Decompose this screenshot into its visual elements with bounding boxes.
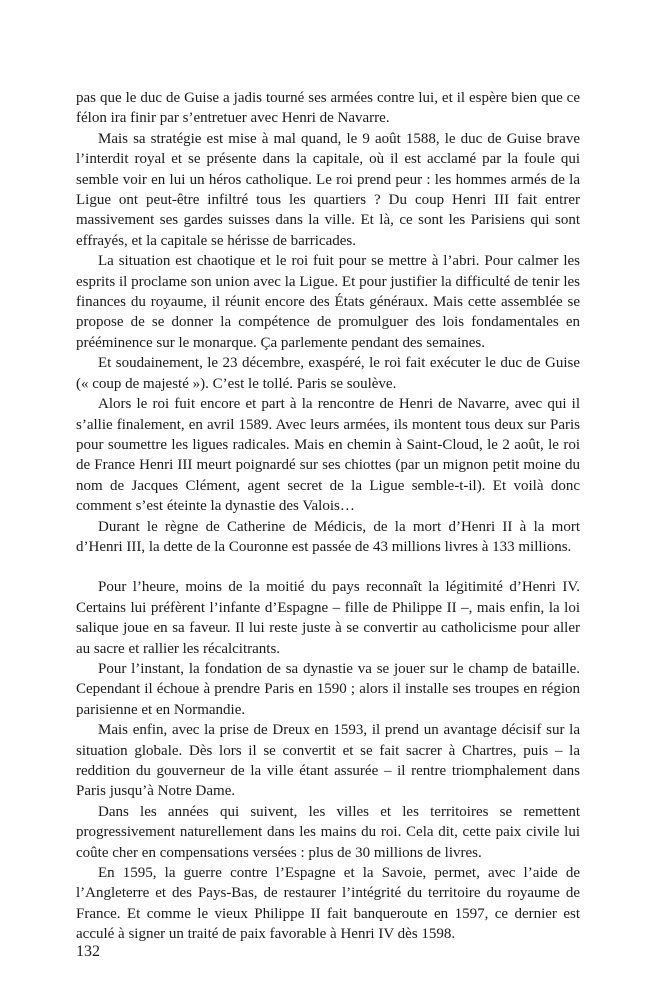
paragraph: Dans les années qui suivent, les villes et les territoires se remettent progressivement naturellement dans les mains du roi. Cela dit, cette paix civile lui coûte cher en compensations versées : plus de 30 millions de livres. [76, 803, 580, 861]
paragraph: Durant le règne de Catherine de Médicis, de la mort d’Henri II à la mort d’Henri III, la dette de la Couronne est passée de 43 millions livres à 133 millions. [76, 518, 580, 555]
paragraph: En 1595, la guerre contre l’Espagne et la Savoie, permet, avec l’aide de l’Angleterre et des Pays-Bas, de restaurer l’intégrité du territoire du royaume de France. Et comme le vieux Philippe II fait banqueroute en 1597, ce dernier est acculé à signer un traité de paix favorable à Henri IV dès 1598. [76, 865, 580, 943]
paragraph: Alors le roi fuit encore et part à la rencontre de Henri de Navarre, avec qui il s’allie finalement, en avril 1589. Avec leurs armées, ils montent tous deux sur Paris pour soumettre les ligues radicales. Mais en chemin à Saint-Cloud, le 2 août, le roi de France Henri III meurt poignardé sur ses chiottes (par un mignon petit moine du nom de Jacques Clément, agent secret de la Ligue semble-t-il). Et voilà donc comment s’est éteinte la dynastie des Valois… [76, 396, 580, 515]
paragraph: Mais sa stratégie est mise à mal quand, le 9 août 1588, le duc de Guise brave l’interdit royal et se présente dans la capitale, où il est acclamé par la foule qui semble voir en lui un héros catholique. Le roi prend peur : les hommes armés de la Ligue ont peut-être infiltré tous les quartiers ? Du coup Henri III fait entrer massivement ses gardes suisses dans la ville. Et là, ce sont les Parisiens qui sont effrayés, et la capitale se hérisse de barricades. [76, 130, 580, 249]
paragraph: La situation est chaotique et le roi fuit pour se mettre à l’abri. Pour calmer les esprits il proclame son union avec la Ligue. Et pour justifier la difficulté de tenir les finances du royaume, il réunit encore des États généraux. Mais cette assemblée se propose de se donner la compétence de promulguer des lois fondamentales en prééminence sur le monarque. Ça parlemente pendant des semaines. [76, 253, 580, 351]
paragraph: Et soudainement, le 23 décembre, exaspéré, le roi fait exécuter le duc de Guise (« coup de majesté »). C’est le tollé. Paris se soulève. [76, 355, 580, 392]
paragraph: Mais enfin, avec la prise de Dreux en 1593, il prend un avantage décisif sur la situation globale. Dès lors il se convertit et se fait sacrer à Chartres, puis – la reddition du gouverneur de la ville étant assurée – il rentre triomphalement dans Paris jusqu’à Notre Dame. [76, 722, 580, 800]
page-number: 132 [76, 943, 100, 960]
book-page [76, 88, 580, 968]
paragraph: Pour l’instant, la fondation de sa dynastie va se jouer sur le champ de bataille. Cependant il échoue à prendre Paris en 1590 ; alors il installe ses troupes en région parisienne et en Normandie. [76, 660, 580, 718]
paragraph: pas que le duc de Guise a jadis tourné ses armées contre lui, et il espère bien que ce félon ira finir par s’entretuer avec Henri de Navarre. [76, 90, 580, 127]
body-text [76, 88, 580, 945]
section-break [76, 557, 580, 577]
paragraph: Pour l’heure, moins de la moitié du pays reconnaît la légitimité d’Henri IV. Certains lui préfèrent l’infante d’Espagne – fille de Philippe II –, mais enfin, la loi salique joue en sa faveur. Il lui reste juste à se convertir au catholicisme pour aller au sacre et rallier les récalcitrants. [76, 579, 580, 657]
